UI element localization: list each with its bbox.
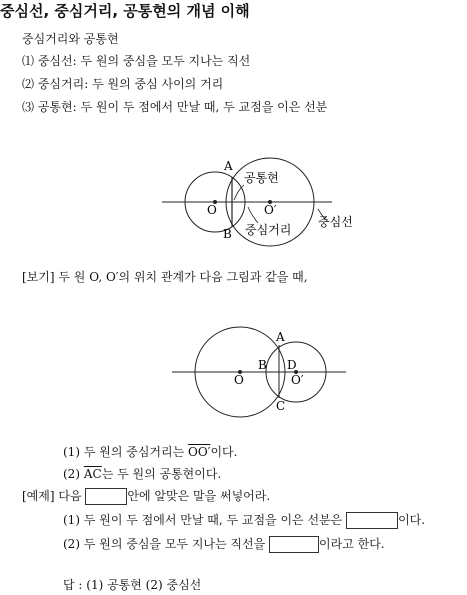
- point-d-label: D: [287, 358, 297, 372]
- example-tag: [보기]: [22, 270, 55, 284]
- point-o-label: O: [234, 373, 244, 387]
- exercise-tag: [예제]: [22, 489, 55, 503]
- item-number: (1): [63, 513, 80, 527]
- center-line-label: 중심선: [318, 215, 353, 229]
- point-o2-label: O′: [291, 373, 304, 387]
- segment-oo2: OO′: [188, 445, 211, 459]
- exercise-text-end: 안에 알맞은 말을 써넣어라.: [127, 489, 271, 503]
- item-text: 두 원의 중심을 모두 지나는 직선을: [83, 537, 266, 551]
- point-b-label: B: [223, 227, 232, 241]
- item-text: 는 두 원의 공통현이다.: [101, 467, 222, 481]
- item-number: (2): [63, 467, 80, 481]
- item-text-end: 이다.: [210, 445, 238, 459]
- point-o2-label: O′: [264, 203, 277, 217]
- point-o-label: O: [207, 203, 217, 217]
- point-c-label: C: [276, 399, 286, 413]
- item-text-end: 이다.: [398, 513, 426, 527]
- item-number: (1): [63, 445, 80, 459]
- common-chord-label: 공통현: [244, 171, 279, 185]
- definition-number: ⑶: [22, 100, 35, 114]
- point-a-label: A: [276, 330, 285, 344]
- item-number: (2): [63, 537, 80, 551]
- center-distance-label: 중심거리: [245, 223, 292, 237]
- exercise-statement: [22, 487, 270, 505]
- definition-number: ⑴: [22, 54, 35, 68]
- example-item-1: [63, 443, 237, 460]
- point-a-label: A: [224, 159, 233, 173]
- segment-ac: $\overline{AC}$: [83, 467, 102, 481]
- answer-line: 답 : (1) 공통현 (2) 중심선: [63, 578, 202, 592]
- section-subtitle: 중심거리와 공통현: [22, 32, 119, 46]
- exercise-item-1: [63, 511, 425, 529]
- definition-text: 중심선: 두 원의 중심을 모두 지나는 직선: [37, 54, 251, 68]
- example-text: 두 원 O, O′의 위치 관계가 다음 그림과 같을 때,: [58, 270, 308, 284]
- item-text: 두 원의 중심거리는: [83, 445, 185, 459]
- point-b-label: B: [258, 358, 267, 372]
- example-item-2: [63, 465, 221, 482]
- sample-blank-box: [85, 488, 127, 505]
- definition-number: ⑵: [22, 77, 35, 91]
- answer-blank-2[interactable]: [269, 536, 319, 553]
- item-text-end: 이라고 한다.: [319, 537, 385, 551]
- exercise-item-2: [63, 535, 385, 553]
- exercise-text: 다음: [58, 489, 82, 503]
- answer-blank-1[interactable]: [346, 512, 398, 529]
- definition-text: 공통현: 두 원이 두 점에서 만날 때, 두 교점을 이은 선분: [37, 100, 328, 114]
- item-text: 두 원이 두 점에서 만날 때, 두 교점을 이은 선분은: [83, 513, 343, 527]
- page-title: 중심선, 중심거리, 공통현의 개념 이해: [0, 2, 250, 20]
- definition-text: 중심거리: 두 원의 중심 사이의 거리: [37, 77, 224, 91]
